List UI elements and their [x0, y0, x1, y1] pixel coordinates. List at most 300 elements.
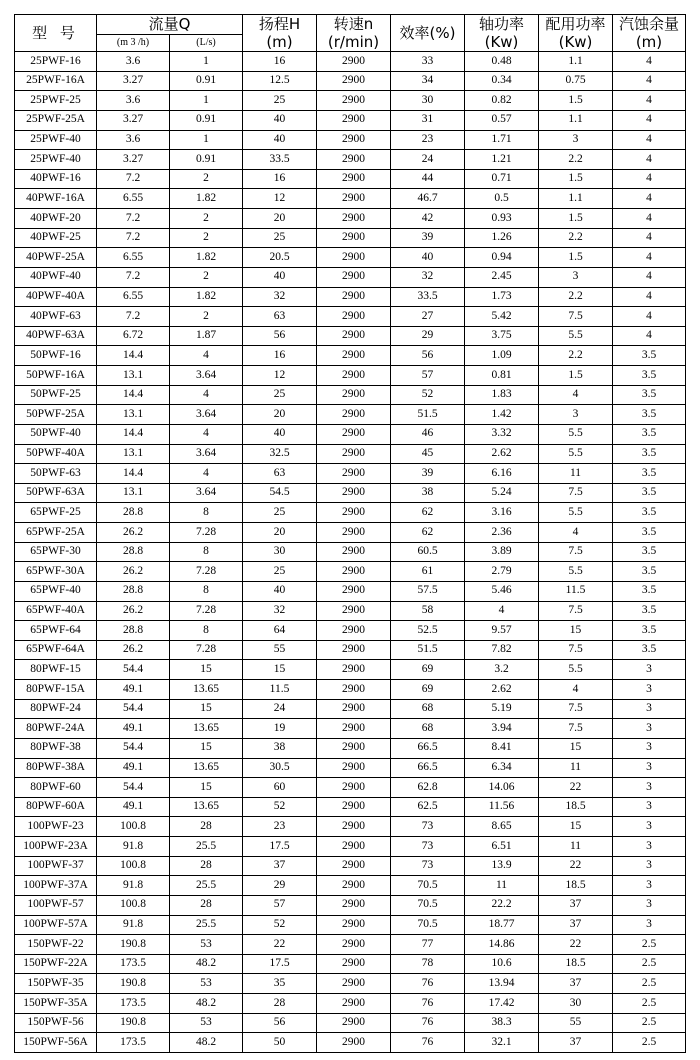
cell-flow-ls: 48.2: [170, 1033, 243, 1053]
cell-npsh: 3.5: [613, 601, 686, 621]
cell-speed: 2900: [317, 189, 391, 209]
cell-flow-ls: 15: [170, 660, 243, 680]
cell-model: 150PWF-56A: [15, 1033, 97, 1053]
table-row: [15, 562, 686, 582]
cell-efficiency: 33.5: [391, 287, 465, 307]
table-row: [15, 287, 686, 307]
cell-flow-ls: 4: [170, 385, 243, 405]
cell-motor-power: 22: [539, 935, 613, 955]
cell-shaft-power: 1.83: [465, 385, 539, 405]
cell-model: 50PWF-40: [15, 424, 97, 444]
cell-flow-ls: 3.64: [170, 483, 243, 503]
cell-npsh: 3: [613, 915, 686, 935]
cell-efficiency: 51.5: [391, 405, 465, 425]
cell-motor-power: 2.2: [539, 287, 613, 307]
table-row: [15, 738, 686, 758]
cell-npsh: 4: [613, 130, 686, 150]
cell-head: 30: [243, 542, 317, 562]
table-row: [15, 366, 686, 386]
cell-shaft-power: 3.89: [465, 542, 539, 562]
cell-head: 56: [243, 1013, 317, 1033]
table-row: [15, 523, 686, 543]
cell-speed: 2900: [317, 974, 391, 994]
cell-npsh: 2.5: [613, 1033, 686, 1053]
cell-flow-ls: 13.65: [170, 719, 243, 739]
cell-flow-ls: 0.91: [170, 110, 243, 130]
cell-model: 80PWF-38: [15, 738, 97, 758]
table-row: [15, 856, 686, 876]
cell-npsh: 3: [613, 837, 686, 857]
cell-flow-m3h: 7.2: [97, 307, 170, 327]
cell-flow-m3h: 173.5: [97, 1033, 170, 1053]
cell-head: 32: [243, 287, 317, 307]
cell-speed: 2900: [317, 346, 391, 366]
cell-efficiency: 29: [391, 326, 465, 346]
cell-model: 25PWF-16: [15, 52, 97, 72]
cell-head: 16: [243, 346, 317, 366]
cell-model: 100PWF-23A: [15, 837, 97, 857]
header-motor-power: [539, 15, 613, 52]
cell-efficiency: 76: [391, 974, 465, 994]
cell-shaft-power: 3.94: [465, 719, 539, 739]
cell-speed: 2900: [317, 542, 391, 562]
cell-speed: 2900: [317, 562, 391, 582]
cell-efficiency: 27: [391, 307, 465, 327]
cell-speed: 2900: [317, 621, 391, 641]
cell-shaft-power: 5.42: [465, 307, 539, 327]
table-row: [15, 483, 686, 503]
table-row: [15, 267, 686, 287]
cell-shaft-power: 5.19: [465, 699, 539, 719]
cell-flow-ls: 2: [170, 228, 243, 248]
cell-motor-power: 11: [539, 837, 613, 857]
cell-npsh: 4: [613, 189, 686, 209]
header-npsh: [613, 15, 686, 52]
cell-model: 25PWF-25: [15, 91, 97, 111]
cell-motor-power: 7.5: [539, 483, 613, 503]
header-npsh-unit: (m): [635, 33, 663, 51]
cell-model: 50PWF-25: [15, 385, 97, 405]
cell-speed: 2900: [317, 483, 391, 503]
cell-speed: 2900: [317, 837, 391, 857]
table-row: [15, 91, 686, 111]
cell-npsh: 4: [613, 326, 686, 346]
cell-flow-m3h: 3.6: [97, 130, 170, 150]
cell-flow-ls: 15: [170, 778, 243, 798]
cell-head: 50: [243, 1033, 317, 1053]
table-row: [15, 954, 686, 974]
cell-efficiency: 33: [391, 52, 465, 72]
cell-model: 80PWF-15A: [15, 680, 97, 700]
cell-flow-ls: 4: [170, 464, 243, 484]
cell-flow-ls: 0.91: [170, 71, 243, 91]
cell-efficiency: 69: [391, 660, 465, 680]
cell-speed: 2900: [317, 778, 391, 798]
cell-motor-power: 3: [539, 267, 613, 287]
cell-flow-m3h: 3.6: [97, 91, 170, 111]
cell-shaft-power: 1.73: [465, 287, 539, 307]
cell-shaft-power: 0.48: [465, 52, 539, 72]
cell-npsh: 3.5: [613, 503, 686, 523]
cell-flow-ls: 48.2: [170, 954, 243, 974]
cell-head: 32.5: [243, 444, 317, 464]
cell-efficiency: 31: [391, 110, 465, 130]
cell-speed: 2900: [317, 424, 391, 444]
cell-npsh: 3.5: [613, 523, 686, 543]
cell-motor-power: 0.75: [539, 71, 613, 91]
cell-efficiency: 24: [391, 150, 465, 170]
cell-shaft-power: 8.65: [465, 817, 539, 837]
cell-efficiency: 39: [391, 464, 465, 484]
cell-model: 65PWF-30A: [15, 562, 97, 582]
cell-model: 25PWF-25A: [15, 110, 97, 130]
cell-head: 40: [243, 424, 317, 444]
cell-model: 100PWF-37A: [15, 876, 97, 896]
cell-shaft-power: 10.6: [465, 954, 539, 974]
cell-flow-ls: 3.64: [170, 444, 243, 464]
cell-flow-ls: 1.82: [170, 189, 243, 209]
cell-model: 150PWF-22A: [15, 954, 97, 974]
cell-flow-m3h: 28.8: [97, 542, 170, 562]
cell-motor-power: 55: [539, 1013, 613, 1033]
cell-motor-power: 7.5: [539, 699, 613, 719]
cell-head: 12.5: [243, 71, 317, 91]
cell-head: 54.5: [243, 483, 317, 503]
cell-head: 40: [243, 581, 317, 601]
cell-head: 20.5: [243, 248, 317, 268]
cell-speed: 2900: [317, 287, 391, 307]
cell-npsh: 4: [613, 287, 686, 307]
cell-flow-m3h: 13.1: [97, 483, 170, 503]
cell-model: 50PWF-63A: [15, 483, 97, 503]
cell-flow-ls: 8: [170, 542, 243, 562]
cell-shaft-power: 4: [465, 601, 539, 621]
cell-head: 40: [243, 267, 317, 287]
table-row: [15, 660, 686, 680]
cell-motor-power: 7.5: [539, 601, 613, 621]
cell-head: 38: [243, 738, 317, 758]
cell-motor-power: 15: [539, 817, 613, 837]
cell-motor-power: 4: [539, 523, 613, 543]
table-row: [15, 169, 686, 189]
cell-motor-power: 1.5: [539, 91, 613, 111]
cell-flow-m3h: 13.1: [97, 444, 170, 464]
header-head: [243, 15, 317, 52]
cell-efficiency: 23: [391, 130, 465, 150]
cell-flow-m3h: 7.2: [97, 169, 170, 189]
cell-head: 23: [243, 817, 317, 837]
cell-motor-power: 2.2: [539, 228, 613, 248]
cell-shaft-power: 1.71: [465, 130, 539, 150]
cell-npsh: 4: [613, 307, 686, 327]
table-row: [15, 346, 686, 366]
cell-flow-m3h: 3.27: [97, 110, 170, 130]
cell-head: 52: [243, 915, 317, 935]
table-row: [15, 581, 686, 601]
cell-motor-power: 37: [539, 1033, 613, 1053]
cell-speed: 2900: [317, 503, 391, 523]
cell-flow-ls: 28: [170, 895, 243, 915]
cell-model: 100PWF-23: [15, 817, 97, 837]
cell-motor-power: 7.5: [539, 542, 613, 562]
cell-efficiency: 62: [391, 503, 465, 523]
cell-motor-power: 3: [539, 405, 613, 425]
cell-head: 11.5: [243, 680, 317, 700]
cell-shaft-power: 6.16: [465, 464, 539, 484]
cell-speed: 2900: [317, 209, 391, 229]
table-row: [15, 895, 686, 915]
cell-flow-m3h: 6.55: [97, 189, 170, 209]
cell-model: 40PWF-40: [15, 267, 97, 287]
table-row: [15, 228, 686, 248]
cell-speed: 2900: [317, 71, 391, 91]
cell-flow-ls: 15: [170, 738, 243, 758]
cell-flow-ls: 4: [170, 346, 243, 366]
cell-shaft-power: 11.56: [465, 797, 539, 817]
table-row: [15, 189, 686, 209]
cell-head: 25: [243, 503, 317, 523]
cell-efficiency: 76: [391, 994, 465, 1014]
cell-flow-ls: 1: [170, 52, 243, 72]
cell-flow-ls: 2: [170, 169, 243, 189]
cell-shaft-power: 32.1: [465, 1033, 539, 1053]
cell-head: 32: [243, 601, 317, 621]
cell-efficiency: 61: [391, 562, 465, 582]
cell-flow-m3h: 173.5: [97, 994, 170, 1014]
cell-flow-m3h: 3.27: [97, 150, 170, 170]
cell-npsh: 3: [613, 738, 686, 758]
header-model: 型 号: [15, 15, 97, 52]
cell-efficiency: 32: [391, 267, 465, 287]
header-shaft-power-unit: (Kw): [484, 33, 519, 51]
cell-model: 150PWF-35: [15, 974, 97, 994]
cell-npsh: 3.5: [613, 464, 686, 484]
cell-flow-m3h: 100.8: [97, 856, 170, 876]
table-row: [15, 444, 686, 464]
cell-motor-power: 2.2: [539, 150, 613, 170]
cell-efficiency: 56: [391, 346, 465, 366]
table-row: [15, 719, 686, 739]
cell-flow-m3h: 49.1: [97, 758, 170, 778]
cell-shaft-power: 5.46: [465, 581, 539, 601]
cell-npsh: 3: [613, 660, 686, 680]
cell-flow-m3h: 26.2: [97, 640, 170, 660]
cell-npsh: 3.5: [613, 621, 686, 641]
cell-flow-ls: 8: [170, 621, 243, 641]
cell-efficiency: 34: [391, 71, 465, 91]
cell-speed: 2900: [317, 444, 391, 464]
cell-flow-ls: 3.64: [170, 405, 243, 425]
cell-shaft-power: 0.71: [465, 169, 539, 189]
table-row: [15, 424, 686, 444]
cell-motor-power: 18.5: [539, 954, 613, 974]
cell-npsh: 3: [613, 680, 686, 700]
cell-speed: 2900: [317, 581, 391, 601]
cell-speed: 2900: [317, 366, 391, 386]
cell-flow-m3h: 28.8: [97, 621, 170, 641]
cell-flow-m3h: 100.8: [97, 895, 170, 915]
cell-speed: 2900: [317, 523, 391, 543]
cell-head: 40: [243, 130, 317, 150]
cell-shaft-power: 14.06: [465, 778, 539, 798]
cell-shaft-power: 0.34: [465, 71, 539, 91]
cell-speed: 2900: [317, 169, 391, 189]
cell-model: 25PWF-40: [15, 150, 97, 170]
cell-shaft-power: 2.45: [465, 267, 539, 287]
cell-flow-ls: 4: [170, 424, 243, 444]
cell-motor-power: 1.1: [539, 189, 613, 209]
table-row: [15, 307, 686, 327]
cell-model: 40PWF-25: [15, 228, 97, 248]
table-row: [15, 110, 686, 130]
cell-flow-m3h: 28.8: [97, 503, 170, 523]
cell-shaft-power: 7.82: [465, 640, 539, 660]
cell-speed: 2900: [317, 1033, 391, 1053]
cell-head: 16: [243, 52, 317, 72]
cell-shaft-power: 11: [465, 876, 539, 896]
cell-npsh: 4: [613, 209, 686, 229]
cell-flow-m3h: 91.8: [97, 915, 170, 935]
table-row: [15, 150, 686, 170]
cell-shaft-power: 38.3: [465, 1013, 539, 1033]
cell-flow-ls: 8: [170, 503, 243, 523]
cell-flow-m3h: 54.4: [97, 778, 170, 798]
cell-model: 50PWF-16: [15, 346, 97, 366]
table-body: [15, 15, 686, 1053]
cell-motor-power: 4: [539, 680, 613, 700]
cell-efficiency: 70.5: [391, 915, 465, 935]
cell-efficiency: 70.5: [391, 876, 465, 896]
cell-model: 65PWF-25: [15, 503, 97, 523]
cell-flow-ls: 25.5: [170, 915, 243, 935]
table-row: [15, 209, 686, 229]
cell-motor-power: 5.5: [539, 424, 613, 444]
cell-npsh: 2.5: [613, 1013, 686, 1033]
cell-npsh: 3: [613, 719, 686, 739]
cell-model: 40PWF-63: [15, 307, 97, 327]
cell-flow-ls: 1.82: [170, 287, 243, 307]
cell-model: 65PWF-64: [15, 621, 97, 641]
cell-shaft-power: 1.42: [465, 405, 539, 425]
cell-efficiency: 73: [391, 817, 465, 837]
cell-motor-power: 7.5: [539, 719, 613, 739]
cell-model: 40PWF-16A: [15, 189, 97, 209]
cell-efficiency: 66.5: [391, 738, 465, 758]
cell-head: 30.5: [243, 758, 317, 778]
cell-flow-ls: 53: [170, 974, 243, 994]
cell-speed: 2900: [317, 52, 391, 72]
cell-head: 25: [243, 562, 317, 582]
cell-motor-power: 5.5: [539, 660, 613, 680]
cell-npsh: 4: [613, 110, 686, 130]
table-row: [15, 778, 686, 798]
cell-flow-ls: 8: [170, 581, 243, 601]
cell-flow-m3h: 28.8: [97, 581, 170, 601]
cell-efficiency: 62: [391, 523, 465, 543]
cell-model: 25PWF-40: [15, 130, 97, 150]
cell-flow-ls: 2: [170, 307, 243, 327]
cell-head: 60: [243, 778, 317, 798]
cell-speed: 2900: [317, 719, 391, 739]
cell-efficiency: 58: [391, 601, 465, 621]
cell-model: 40PWF-16: [15, 169, 97, 189]
cell-flow-m3h: 49.1: [97, 680, 170, 700]
cell-flow-m3h: 14.4: [97, 385, 170, 405]
cell-flow-m3h: 26.2: [97, 601, 170, 621]
table-row: [15, 1013, 686, 1033]
cell-flow-m3h: 13.1: [97, 366, 170, 386]
cell-head: 64: [243, 621, 317, 641]
header-head-unit: (m): [266, 33, 293, 51]
cell-speed: 2900: [317, 267, 391, 287]
cell-npsh: 3: [613, 758, 686, 778]
cell-model: 65PWF-25A: [15, 523, 97, 543]
cell-motor-power: 15: [539, 738, 613, 758]
cell-flow-ls: 1.82: [170, 248, 243, 268]
cell-flow-ls: 13.65: [170, 758, 243, 778]
cell-speed: 2900: [317, 915, 391, 935]
cell-efficiency: 57: [391, 366, 465, 386]
cell-efficiency: 46.7: [391, 189, 465, 209]
cell-flow-m3h: 3.6: [97, 52, 170, 72]
cell-shaft-power: 1.09: [465, 346, 539, 366]
table-row: [15, 699, 686, 719]
cell-efficiency: 66.5: [391, 758, 465, 778]
cell-speed: 2900: [317, 130, 391, 150]
cell-head: 28: [243, 994, 317, 1014]
cell-flow-ls: 7.28: [170, 601, 243, 621]
cell-flow-m3h: 54.4: [97, 699, 170, 719]
cell-flow-ls: 7.28: [170, 562, 243, 582]
cell-speed: 2900: [317, 640, 391, 660]
cell-shaft-power: 6.51: [465, 837, 539, 857]
cell-shaft-power: 0.57: [465, 110, 539, 130]
cell-head: 15: [243, 660, 317, 680]
cell-head: 33.5: [243, 150, 317, 170]
cell-flow-ls: 1: [170, 130, 243, 150]
cell-flow-ls: 1.87: [170, 326, 243, 346]
cell-model: 25PWF-16A: [15, 71, 97, 91]
header-shaft-power-label: 轴功率: [478, 15, 524, 33]
cell-npsh: 3: [613, 778, 686, 798]
cell-flow-m3h: 26.2: [97, 523, 170, 543]
table-row: [15, 52, 686, 72]
cell-efficiency: 52: [391, 385, 465, 405]
cell-npsh: 3.5: [613, 483, 686, 503]
cell-flow-ls: 7.28: [170, 523, 243, 543]
table-row: [15, 797, 686, 817]
cell-head: 63: [243, 307, 317, 327]
cell-model: 100PWF-37: [15, 856, 97, 876]
cell-motor-power: 1.1: [539, 110, 613, 130]
cell-efficiency: 73: [391, 856, 465, 876]
cell-efficiency: 52.5: [391, 621, 465, 641]
cell-speed: 2900: [317, 91, 391, 111]
cell-motor-power: 37: [539, 974, 613, 994]
header-flow-ls: (L/s): [170, 35, 243, 52]
cell-efficiency: 78: [391, 954, 465, 974]
cell-flow-m3h: 190.8: [97, 1013, 170, 1033]
cell-efficiency: 60.5: [391, 542, 465, 562]
cell-efficiency: 38: [391, 483, 465, 503]
cell-flow-m3h: 190.8: [97, 935, 170, 955]
cell-npsh: 4: [613, 71, 686, 91]
cell-flow-m3h: 54.4: [97, 660, 170, 680]
cell-npsh: 3.5: [613, 366, 686, 386]
cell-speed: 2900: [317, 935, 391, 955]
cell-efficiency: 30: [391, 91, 465, 111]
cell-efficiency: 62.5: [391, 797, 465, 817]
